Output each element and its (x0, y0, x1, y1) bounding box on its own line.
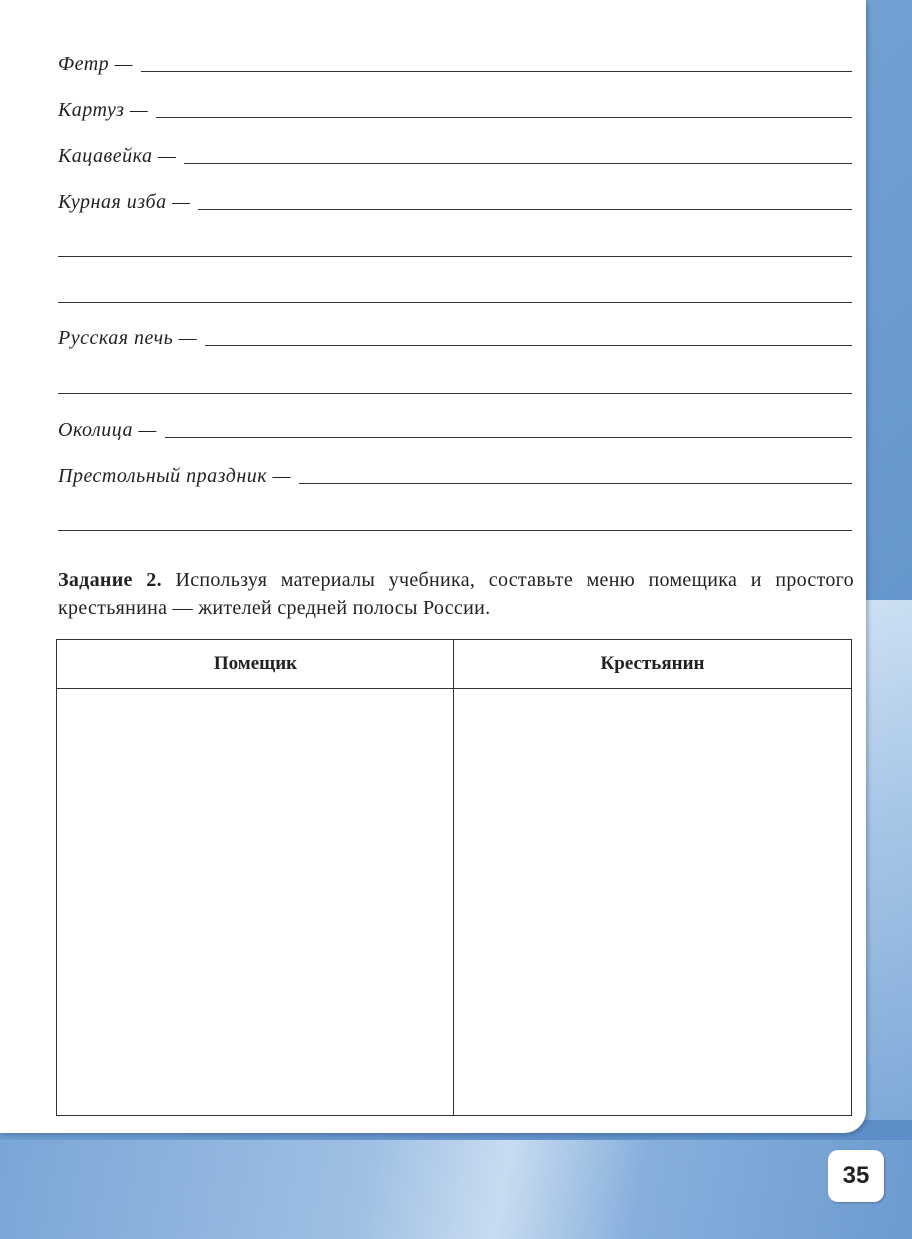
term-label: Престольный праздник — (58, 465, 291, 487)
answer-line[interactable] (165, 437, 852, 438)
answer-line[interactable] (198, 209, 852, 210)
task-2-instructions (58, 566, 854, 622)
table-header (57, 640, 851, 689)
answer-line[interactable] (299, 483, 852, 484)
background-decoration-bottom (0, 1140, 912, 1239)
term-row-fetr (58, 44, 852, 76)
term-label: Кацавейка — (58, 145, 177, 167)
column-divider (453, 640, 454, 1115)
answer-line[interactable] (205, 345, 852, 346)
term-label: Околица — (58, 419, 157, 441)
answer-line[interactable] (58, 302, 852, 303)
page-number: 35 (828, 1150, 884, 1202)
term-label: Картуз — (58, 99, 149, 121)
task-text: Используя материалы учебника, составьте меню помещика и простого крестьянина — жителей средней полосы России. (58, 569, 854, 619)
term-row-kurnaya-izba (58, 182, 852, 214)
answer-line[interactable] (141, 71, 852, 72)
answer-line[interactable] (58, 530, 852, 531)
term-row-russkaya-pech (58, 318, 852, 350)
term-label: Русская печь — (58, 327, 198, 349)
task-number: Задание 2. (58, 569, 162, 591)
answer-line[interactable] (58, 393, 852, 394)
term-row-kartuz (58, 90, 852, 122)
term-label: Фетр — (58, 53, 133, 75)
column-header-landowner: Помещик (213, 653, 298, 674)
term-label: Курная изба — (58, 191, 191, 213)
term-row-prestolny-prazdnik (58, 456, 852, 488)
answer-line[interactable] (156, 117, 852, 118)
answer-line[interactable] (184, 163, 852, 164)
menu-table (56, 639, 852, 1116)
term-row-okolitsa (58, 410, 852, 442)
column-header-peasant: Крестьянин (600, 653, 705, 674)
term-row-katsaveyka (58, 136, 852, 168)
answer-line[interactable] (58, 256, 852, 257)
